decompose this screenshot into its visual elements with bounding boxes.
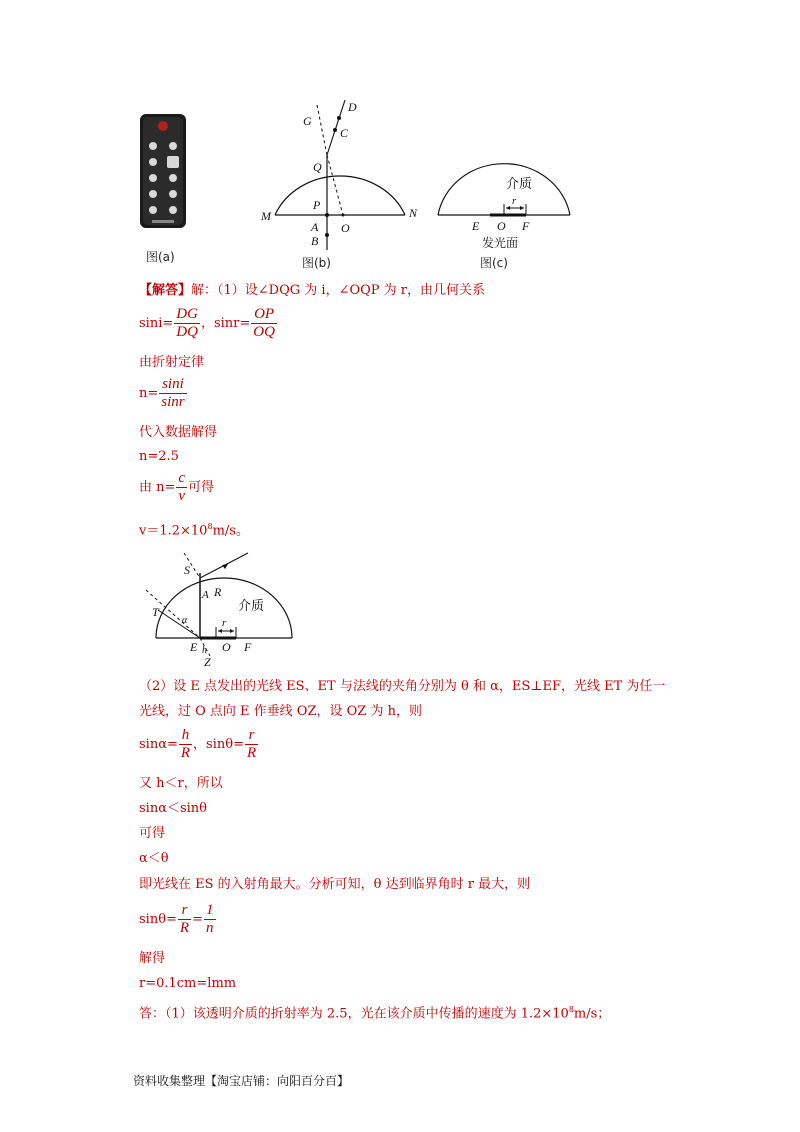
eq5-frac2-num: 1 — [206, 902, 214, 918]
figure-c-diagram — [430, 140, 580, 255]
refraction-law: 由折射定律 — [139, 355, 205, 370]
also-line: 又 h＜r，所以 — [139, 776, 223, 791]
eq3-den: v — [178, 488, 186, 504]
label-G: G — [303, 114, 312, 128]
eq3-lhs: 由 n= — [139, 480, 176, 495]
solve-line: 解得 — [139, 951, 166, 966]
eq2-lhs: n= — [139, 386, 159, 401]
analysis-line: 即光线在 ES 的入射角最大。分析可知，θ 达到临界角时 r 最大，则 — [139, 877, 531, 892]
label-h: h — [202, 645, 207, 656]
eq4-frac1-num: h — [179, 727, 192, 745]
equation-1 — [139, 306, 278, 341]
label-A: A — [311, 220, 319, 234]
hence-line: 可得 — [139, 826, 166, 841]
label-M: M — [261, 209, 271, 223]
n-value: n=2.5 — [139, 449, 179, 464]
equation-5 — [139, 902, 217, 937]
answer-line — [139, 1001, 610, 1023]
eq4-frac1-den: R — [180, 745, 191, 761]
eq1-frac1-num: DG — [176, 306, 198, 322]
eq1-frac2-num: OP — [251, 306, 277, 324]
answer-text: 答：（1）该透明介质的折射率为 2.5，光在该介质中传播的速度为 1.2×10 — [139, 1006, 569, 1022]
eq4-lhs: sinα= — [139, 737, 178, 752]
eq4-sep: ，sinθ= — [193, 737, 244, 752]
label-r: r — [512, 195, 517, 207]
eq2-den: sinr — [161, 394, 185, 410]
inequality-2: α＜θ — [139, 851, 169, 866]
substitute-line: 代入数据解得 — [139, 425, 218, 440]
footer-watermark: 资料收集整理【淘宝店铺：向阳百分百】 — [133, 1074, 350, 1088]
label-emit: 发光面 — [482, 236, 519, 250]
answer-tag: 【解答】 — [139, 283, 192, 298]
label-r: r — [222, 617, 227, 629]
label-alpha: α — [182, 615, 188, 626]
eq5-lhs: sinθ= — [139, 912, 177, 927]
v-exp: 8 — [207, 522, 213, 531]
label-E: E — [190, 640, 198, 654]
eq5-frac1-num: r — [178, 902, 191, 920]
figure-d-diagram — [138, 548, 298, 670]
inequality-1: sinα＜sinθ — [139, 801, 208, 816]
eq4-frac2-num: r — [245, 727, 258, 745]
label-C: C — [340, 126, 349, 140]
label-A: A — [202, 589, 209, 601]
figure-b-diagram — [255, 95, 425, 255]
equation-2 — [139, 376, 188, 411]
figure-c-caption: 图(c) — [480, 256, 508, 270]
label-T: T — [152, 605, 159, 619]
label-Z: Z — [204, 655, 211, 669]
label-F: F — [522, 219, 530, 233]
solution-header — [139, 282, 485, 300]
part2-line1: （2）设 E 点发出的光线 ES、ET 与法线的夹角分别为 θ 和 α，ES⊥EF，光线 ET 为任一 — [139, 679, 666, 694]
answer-unit: m/s； — [573, 1006, 611, 1022]
figure-a-caption: 图(a) — [146, 250, 175, 264]
eq3-rhs: 可得 — [188, 480, 215, 495]
equation-4 — [139, 727, 259, 762]
equation-3 — [139, 470, 214, 505]
part2-line2: 光线，过 O 点向 E 作垂线 OZ，设 OZ 为 h，则 — [139, 704, 422, 719]
label-N: N — [409, 206, 418, 220]
eq4-frac2-den: R — [246, 745, 257, 761]
label-O: O — [341, 221, 350, 235]
label-S: S — [184, 563, 190, 577]
eq5-frac2-den: n — [206, 920, 214, 936]
label-medium: 介质 — [238, 598, 265, 613]
eq5-eq: = — [192, 912, 203, 927]
v-unit: m/s。 — [212, 523, 249, 539]
eq1-frac1-den: DQ — [176, 324, 198, 340]
label-medium: 介质 — [506, 176, 533, 191]
header-text: 解：（1）设∠DQG 为 i，∠OQP 为 r，由几何关系 — [191, 283, 486, 298]
eq1-sep: ，sinr= — [200, 316, 251, 331]
eq3-num: c — [178, 470, 186, 486]
eq5-frac1-den: R — [179, 920, 190, 936]
label-D: D — [348, 100, 357, 114]
v-value-text: v＝1.2×10 — [139, 523, 208, 539]
label-O: O — [497, 219, 506, 233]
label-F: F — [244, 640, 252, 654]
label-Q: Q — [313, 160, 322, 174]
eq1-frac2-den: OQ — [253, 324, 275, 340]
label-E: E — [472, 219, 480, 233]
figure-b-caption: 图(b) — [302, 256, 331, 270]
label-R: R — [214, 585, 222, 599]
label-P: P — [313, 198, 321, 212]
answer-exp: 8 — [568, 1005, 574, 1014]
eq1-lhs: sini= — [139, 316, 174, 331]
r-value: r=0.1cm=lmm — [139, 976, 237, 991]
label-O: O — [222, 640, 231, 654]
remote-control-figure — [138, 112, 190, 232]
label-B: B — [311, 234, 319, 248]
v-value — [139, 518, 249, 540]
eq2-num: sini — [159, 376, 186, 394]
